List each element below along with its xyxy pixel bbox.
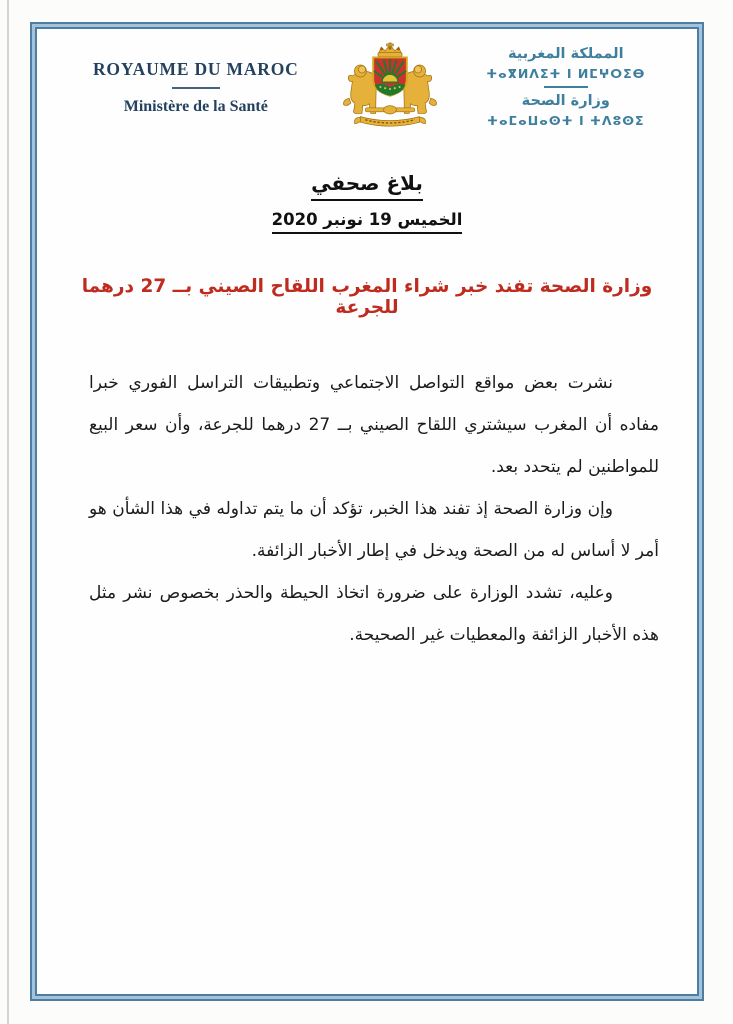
scan-edge-artifact <box>7 0 9 1024</box>
morocco-coat-of-arms-icon <box>338 41 442 133</box>
letterhead-divider-right <box>544 86 588 88</box>
document-date: الخميس 19 نونبر 2020 <box>272 210 463 234</box>
letterhead-french <box>61 39 331 116</box>
body-paragraph-1: نشرت بعض مواقع التواصل الاجتماعي وتطبيقات التراسل الفوري خبرا مفاده أن المغرب سيشتري اللقاح الصيني بــ 27 درهما للجرعة، وأن سعر البيع للمواطنين لم يتحدد بعد. <box>89 373 659 477</box>
kingdom-title-arabic: المملكة المغربية <box>508 46 624 62</box>
page-border-middle <box>32 24 702 999</box>
press-release-headline: وزارة الصحة تفند خبر شراء المغرب اللقاح الصيني بــ 27 درهما للجرعة <box>81 276 653 318</box>
body-paragraph-3: وعليه، تشدد الوزارة على ضرورة اتخاذ الحيطة والحذر بخصوص نشر مثل هذه الأخبار الزائفة والمعطيات غير الصحيحة. <box>89 583 659 645</box>
page-border-frame <box>30 22 704 1001</box>
ministry-title-tifinagh: ⵜⴰⵎⴰⵡⴰⵙⵜ ⵏ ⵜⴷⵓⵙⵉ <box>487 112 645 128</box>
letterhead-divider-left <box>172 87 220 89</box>
document-date-row <box>37 210 697 234</box>
document-title-row <box>37 171 697 201</box>
press-release-body <box>37 362 697 656</box>
kingdom-title-french: ROYAUME DU MAROC <box>92 59 299 79</box>
letterhead <box>37 29 697 137</box>
body-paragraph-2: وإن وزارة الصحة إذ تفند هذا الخبر، تؤكد أن ما يتم تداوله في هذا الشأن هو أمر لا أساس له من الصحة ويدخل في إطار الأخبار الزائفة. <box>89 499 659 561</box>
letterhead-emblem <box>331 39 449 137</box>
document-page <box>35 27 699 996</box>
letterhead-arabic <box>449 39 683 131</box>
ministry-title-french: Ministère de la Santé <box>123 98 268 115</box>
ministry-title-arabic: وزارة الصحة <box>521 93 610 110</box>
page-title: بلاغ صحفي <box>311 171 423 201</box>
kingdom-title-tifinagh: ⵜⴰⴳⵍⴷⵉⵜ ⵏ ⵍⵎⵖⵔⵉⴱ <box>486 65 646 81</box>
